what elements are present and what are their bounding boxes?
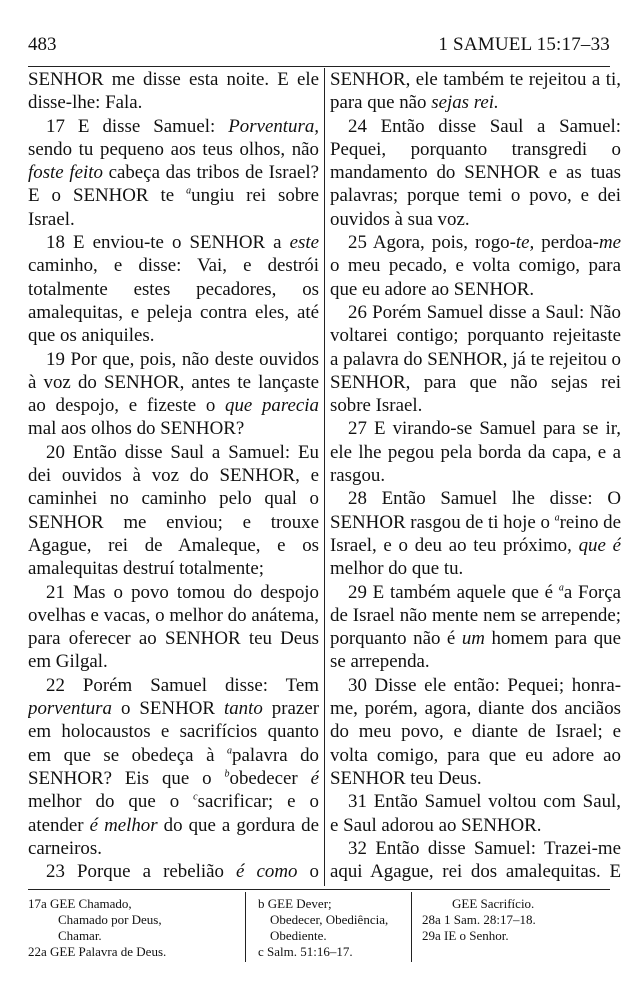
verse-23: 23 Porque a rebelião é como o bbox=[46, 861, 319, 883]
footnote-line: Obediente. bbox=[270, 928, 327, 943]
verse-32: 32 Então disse Samuel: Trazei-me aqui Agague, rei dos amalequitas. E bbox=[330, 837, 621, 883]
footnote-line: c Salm. 51:16–17. bbox=[258, 944, 353, 959]
footnote-line: 28a 1 Sam. 28:17–18. bbox=[422, 912, 536, 927]
footnote-line: Chamar. bbox=[58, 928, 102, 943]
verse-20: 20 Então disse Saul a Samuel: Eu dei ouvidos à voz do SENHOR, e caminhei no caminho pelo qual o SENHOR me enviou; e trouxe Agague, rei de Amaleque, e os amalequitas destruí totalmente; bbox=[28, 441, 319, 580]
header-rule bbox=[28, 66, 610, 67]
verse-30: 30 Disse ele então: Pequei; honra-me, porém, agora, diante dos anciãos do meu povo, e diante de Israel; e volta comigo, para que eu adore ao SENHOR teu Deus. bbox=[330, 674, 621, 789]
verse-19: 19 Por que, pois, não deste ouvidos à voz do SENHOR, antes te lançaste ao despojo, e fizeste o que parecia mal aos olhos do SENHOR? bbox=[28, 348, 319, 440]
footnote-line: Obedecer, Obediência, bbox=[270, 912, 389, 927]
footnote-divider-1 bbox=[245, 892, 246, 962]
footnote-line: 17a GEE Chamado, bbox=[28, 896, 132, 911]
verse-31: 31 Então Samuel voltou com Saul, e Saul adorou ao SENHOR. bbox=[330, 791, 621, 836]
verse-17: 17 E disse Samuel: Porventura, sendo tu pequeno aos teus olhos, não foste feito cabeça das tribos de Israel? E o SENHOR te $^a$ungiu rei sobre Israel. bbox=[28, 115, 319, 230]
footnote-line: 22a GEE Palavra de Deus. bbox=[28, 944, 167, 959]
verse-22: 22 Porém Samuel disse: Tem porventura o SENHOR tanto prazer em holocaustos e sacrifícios quanto em que se obedeça à $^a$palavra do SENHOR? Eis que o $^b$obedecer é melhor do que o $^c$sacrificar; e o atender é melhor do que a gordura de carneiros. bbox=[28, 674, 319, 859]
footnotes-col-1 bbox=[28, 896, 166, 960]
verse-21: 21 Mas o povo tomou do despojo ovelhas e vacas, o melhor do anátema, para oferecer ao SENHOR teu Deus em Gilgal. bbox=[28, 581, 319, 673]
page-number: 483 bbox=[28, 34, 57, 55]
right-column bbox=[330, 68, 621, 886]
footnote-line: b GEE Dever; bbox=[258, 896, 332, 911]
verse-16-end: SENHOR me disse esta noite. E ele disse-lhe: Fala. bbox=[28, 69, 319, 114]
verse-24: 24 Então disse Saul a Samuel: Pequei, porquanto transgredi o mandamento do SENHOR e as tuas palavras; porque temi o povo, e dei ouvidos à sua voz. bbox=[330, 115, 621, 230]
footnotes-col-2 bbox=[258, 896, 388, 960]
verse-25: 25 Agora, pois, rogo-te, perdoa-me o meu pecado, e volta comigo, para que eu adore ao SENHOR. bbox=[330, 232, 621, 300]
left-column bbox=[28, 68, 319, 886]
footnote-divider-2 bbox=[411, 892, 412, 962]
verse-26: 26 Porém Samuel disse a Saul: Não voltarei contigo; porquanto rejeitaste a palavra do SENHOR, já te rejeitou o SENHOR, para que não sejas rei sobre Israel. bbox=[330, 301, 621, 417]
verse-29: 29 E também aquele que é $^a$a Força de Israel não mente nem se arrepende; porquanto não é um homem para que se arrependa. bbox=[330, 581, 621, 673]
footnotes-col-3 bbox=[422, 896, 536, 944]
footnote-line: GEE Sacrifício. bbox=[452, 896, 535, 911]
verse-23-end: SENHOR, ele também te rejeitou a ti, para que não sejas rei. bbox=[330, 69, 621, 114]
verse-27: 27 E virando-se Samuel para se ir, ele lhe pegou pela borda da capa, e a rasgou. bbox=[330, 418, 621, 487]
column-divider bbox=[324, 68, 325, 886]
running-head: 1 SAMUEL 15:17–33 bbox=[438, 34, 610, 55]
verse-28: 28 Então Samuel lhe disse: O SENHOR rasgou de ti hoje o $^a$reino de Israel, e o deu ao teu próximo, que é melhor do que tu. bbox=[330, 488, 621, 580]
footnote-rule bbox=[28, 889, 610, 890]
verse-18: 18 E enviou-te o SENHOR a este caminho, e disse: Vai, e destrói totalmente estes pecadores, os amalequitas, e peleja contra eles, até que os aniquiles. bbox=[28, 232, 319, 347]
footnote-line: Chamado por Deus, bbox=[58, 912, 162, 927]
footnote-line: 29a IE o Senhor. bbox=[422, 928, 509, 943]
